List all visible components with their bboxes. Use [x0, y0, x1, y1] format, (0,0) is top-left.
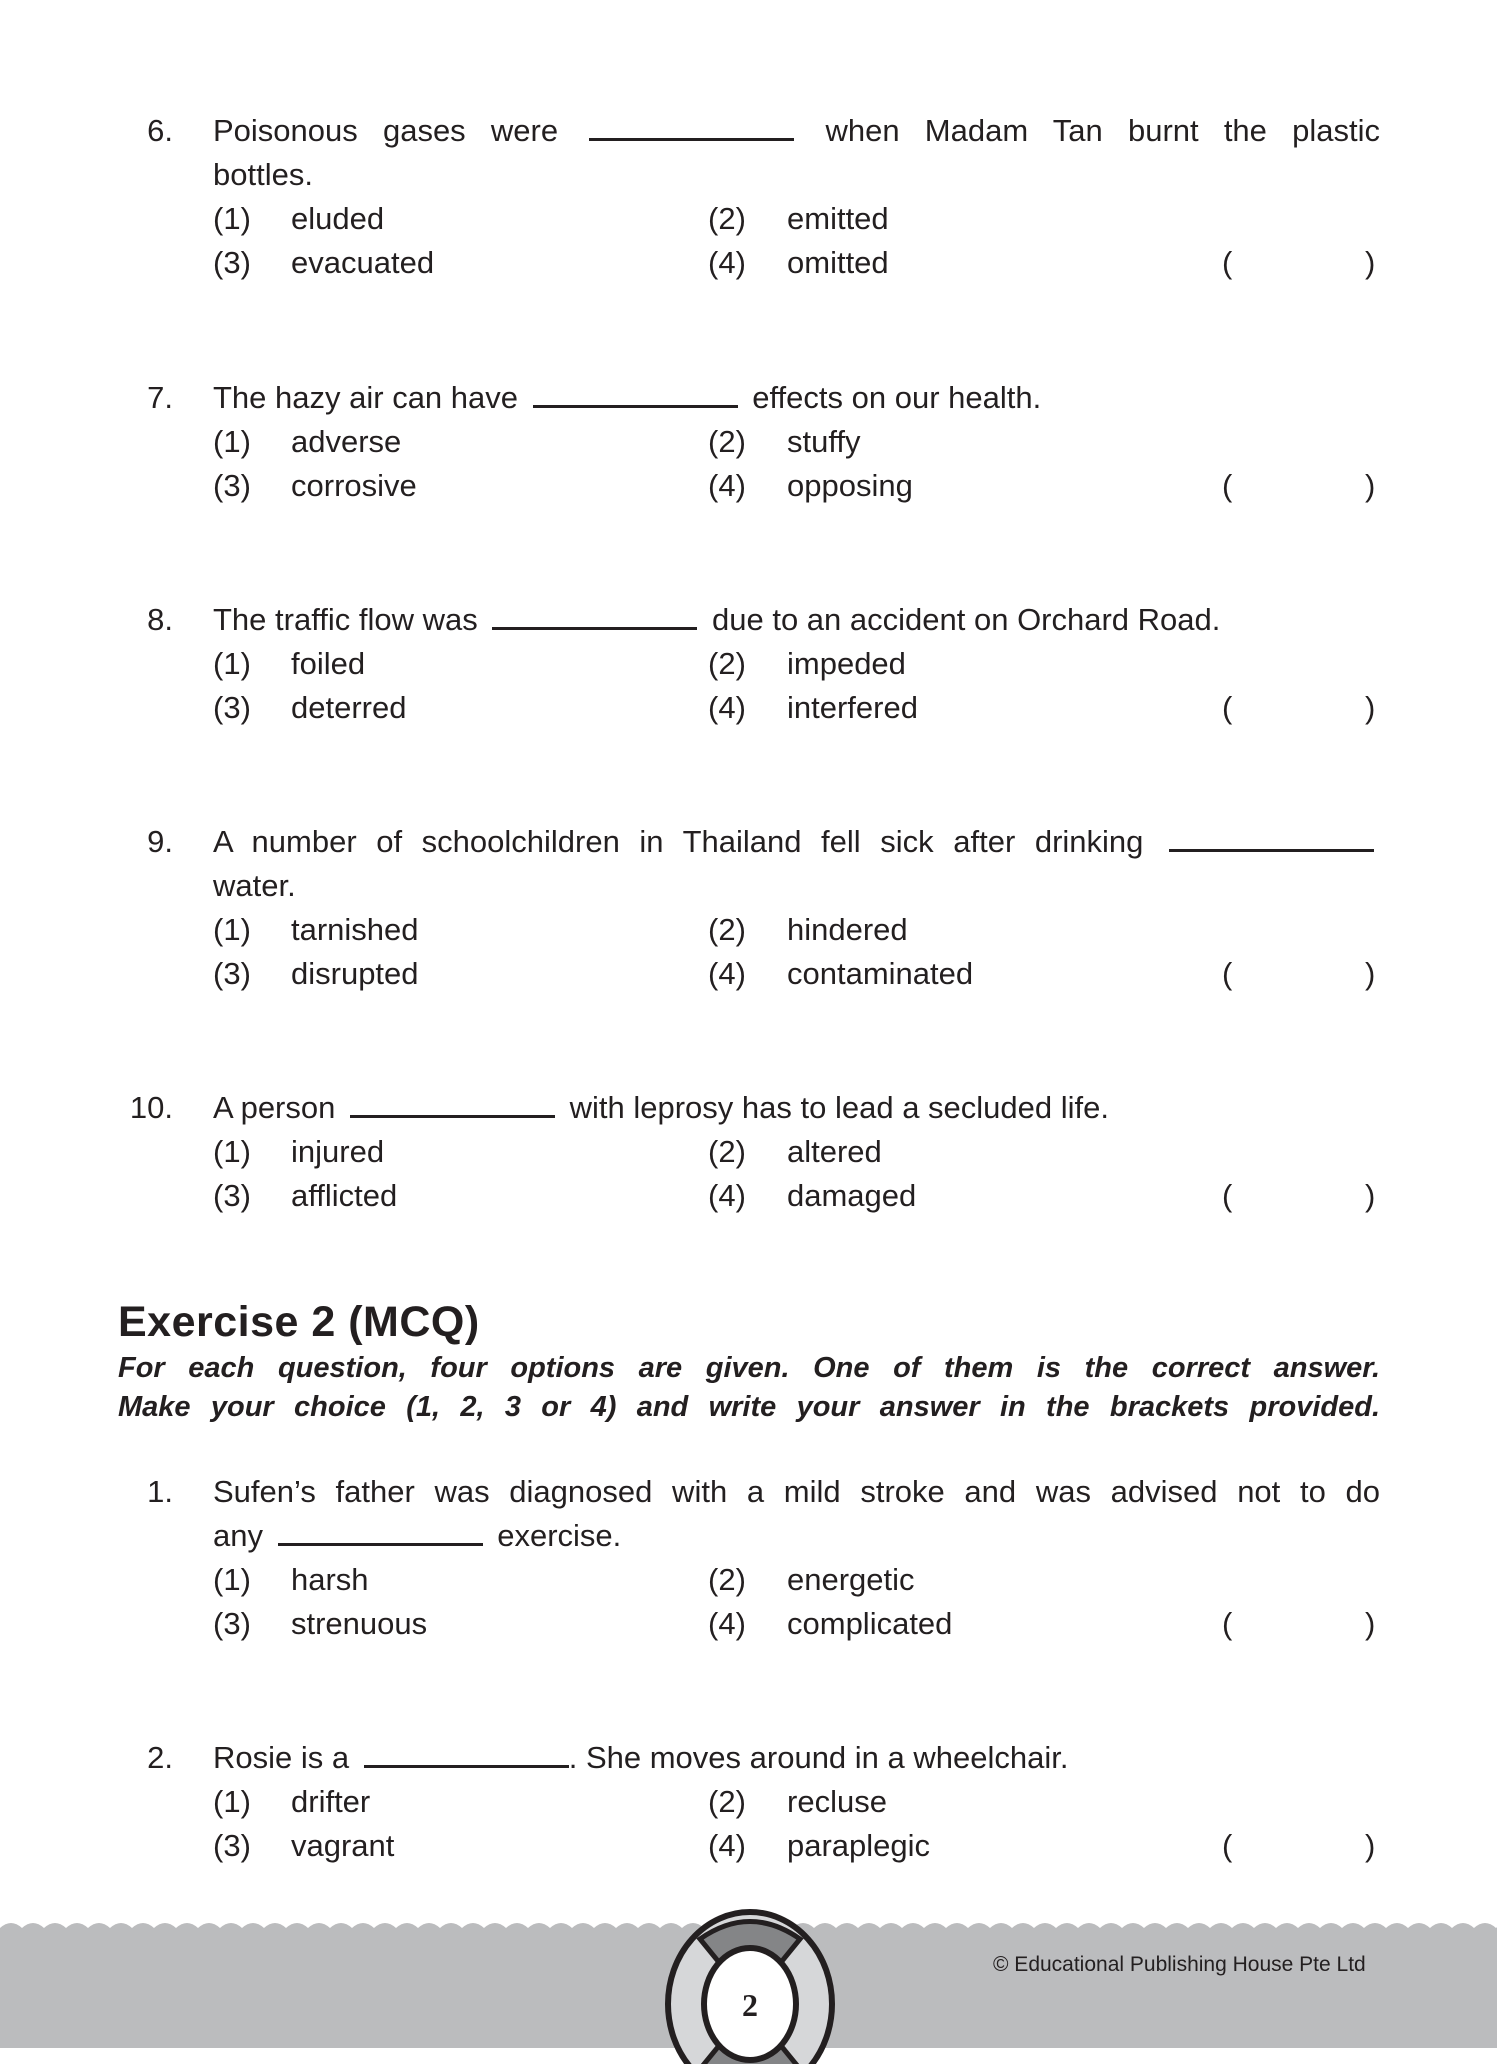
answer-blank: [278, 1521, 483, 1546]
option-3[interactable]: evacuated: [291, 245, 435, 280]
option-1[interactable]: harsh: [291, 1562, 369, 1597]
option-label: (3): [213, 468, 251, 503]
option-2[interactable]: emitted: [787, 201, 889, 236]
answer-bracket-open[interactable]: (: [1222, 468, 1233, 503]
option-label: (4): [708, 1606, 746, 1641]
option-label: (4): [708, 690, 746, 725]
instruction-line-2: Make your choice (1, 2, 3 or 4) and write your answer in the brackets provided.: [118, 1391, 1380, 1423]
question-text: A number of schoolchildren in Thailand fell sick after drinking: [213, 824, 1380, 860]
page-number: 2: [742, 1987, 758, 2023]
option-1[interactable]: adverse: [291, 424, 402, 459]
question-text: Rosie is a . She moves around in a wheelchair.: [213, 1740, 1069, 1775]
question-text: Poisonous gases were when Madam Tan burnt the plastic: [213, 113, 1380, 148]
answer-bracket-open[interactable]: (: [1222, 1828, 1233, 1863]
option-label: (1): [213, 1134, 251, 1169]
option-4[interactable]: damaged: [787, 1178, 917, 1213]
option-2[interactable]: impeded: [787, 646, 906, 681]
answer-blank: [350, 1093, 555, 1118]
question-number: 8.: [147, 602, 173, 637]
answer-bracket-open[interactable]: (: [1222, 956, 1233, 991]
question-number: 10.: [129, 1090, 173, 1125]
option-4[interactable]: interfered: [787, 690, 918, 725]
question-text: The traffic flow was due to an accident on Orchard Road.: [213, 602, 1221, 637]
option-label: (2): [708, 912, 746, 947]
option-label: (1): [213, 646, 251, 681]
option-label: (4): [708, 468, 746, 503]
question-text: The hazy air can have effects on our health.: [213, 380, 1042, 415]
option-4[interactable]: opposing: [787, 468, 913, 503]
option-1[interactable]: drifter: [291, 1784, 371, 1819]
option-label: (2): [708, 424, 746, 459]
question-number: 2.: [147, 1740, 173, 1775]
answer-bracket-close[interactable]: ): [1365, 1178, 1376, 1213]
question-text-cont: bottles.: [213, 157, 313, 192]
option-label: (2): [708, 1784, 746, 1819]
option-3[interactable]: vagrant: [291, 1828, 395, 1863]
option-label: (4): [708, 956, 746, 991]
option-label: (2): [708, 1134, 746, 1169]
option-label: (2): [708, 201, 746, 236]
option-4[interactable]: complicated: [787, 1606, 953, 1641]
answer-bracket-open[interactable]: (: [1222, 1606, 1233, 1641]
question-number: 9.: [147, 824, 173, 859]
answer-blank: [492, 605, 697, 630]
option-4[interactable]: contaminated: [787, 956, 974, 991]
answer-bracket-open[interactable]: (: [1222, 690, 1233, 725]
option-label: (4): [708, 1828, 746, 1863]
answer-bracket-close[interactable]: ): [1365, 245, 1376, 280]
answer-blank: [533, 383, 738, 408]
option-3[interactable]: corrosive: [291, 468, 417, 503]
option-3[interactable]: strenuous: [291, 1606, 428, 1641]
option-label: (1): [213, 424, 251, 459]
option-label: (4): [708, 1178, 746, 1213]
option-label: (3): [213, 245, 251, 280]
option-label: (3): [213, 1178, 251, 1213]
option-2[interactable]: stuffy: [787, 424, 861, 459]
question-text-cont: water.: [213, 868, 296, 903]
option-label: (4): [708, 245, 746, 280]
answer-bracket-close[interactable]: ): [1365, 956, 1376, 991]
option-1[interactable]: injured: [291, 1134, 385, 1169]
option-3[interactable]: deterred: [291, 690, 407, 725]
instruction-line-1: For each question, four options are given. One of them is the correct answer.: [118, 1352, 1380, 1384]
option-1[interactable]: eluded: [291, 201, 385, 236]
option-label: (1): [213, 201, 251, 236]
answer-bracket-close[interactable]: ): [1365, 690, 1376, 725]
option-label: (3): [213, 690, 251, 725]
answer-bracket-open[interactable]: (: [1222, 1178, 1233, 1213]
question-number: 1.: [147, 1474, 173, 1509]
option-2[interactable]: altered: [787, 1134, 882, 1169]
option-4[interactable]: omitted: [787, 245, 889, 280]
question-text: Sufen’s father was diagnosed with a mild stroke and was advised not to do: [213, 1474, 1380, 1509]
question-number: 6.: [147, 113, 173, 148]
answer-bracket-close[interactable]: ): [1365, 1828, 1376, 1863]
option-2[interactable]: hindered: [787, 912, 908, 947]
answer-blank: [364, 1743, 569, 1768]
option-label: (1): [213, 1784, 251, 1819]
exercise-2-title: Exercise 2 (MCQ): [118, 1298, 480, 1346]
option-3[interactable]: disrupted: [291, 956, 419, 991]
option-4[interactable]: paraplegic: [787, 1828, 931, 1863]
option-label: (1): [213, 1562, 251, 1597]
answer-bracket-open[interactable]: (: [1222, 245, 1233, 280]
answer-blank: [1169, 827, 1374, 852]
option-label: (2): [708, 646, 746, 681]
option-label: (2): [708, 1562, 746, 1597]
option-1[interactable]: tarnished: [291, 912, 419, 947]
option-label: (3): [213, 956, 251, 991]
option-label: (1): [213, 912, 251, 947]
option-2[interactable]: recluse: [787, 1784, 887, 1819]
option-3[interactable]: afflicted: [291, 1178, 398, 1213]
answer-bracket-close[interactable]: ): [1365, 468, 1376, 503]
answer-blank: [589, 116, 794, 141]
question-text: A person with leprosy has to lead a secluded life.: [213, 1090, 1109, 1125]
lifebuoy-page-icon: [660, 1904, 840, 2064]
question-text-cont: any exercise.: [213, 1518, 622, 1553]
option-1[interactable]: foiled: [291, 646, 366, 681]
question-number: 7.: [147, 380, 173, 415]
answer-bracket-close[interactable]: ): [1365, 1606, 1376, 1641]
option-label: (3): [213, 1606, 251, 1641]
option-2[interactable]: energetic: [787, 1562, 915, 1597]
option-label: (3): [213, 1828, 251, 1863]
copyright: © Educational Publishing House Pte Ltd: [993, 1953, 1366, 1976]
